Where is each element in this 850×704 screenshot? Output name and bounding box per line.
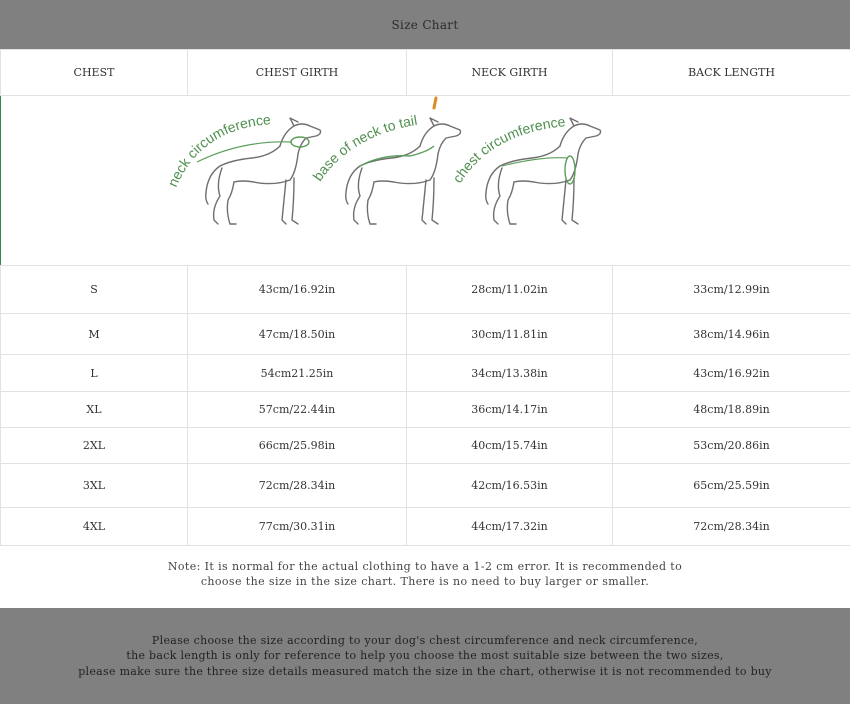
size-row-xl: [1, 392, 850, 428]
back-length-value: 38cm/14.96in: [613, 314, 850, 355]
chest-girth-value: 77cm/30.31in: [188, 508, 407, 546]
neck-girth-value: 30cm/11.81in: [407, 314, 613, 355]
header-back-length: BACK LENGTH: [613, 50, 850, 96]
dog-figure-chest: [449, 113, 600, 224]
header-chest-girth: CHEST GIRTH: [188, 50, 407, 96]
size-chart-title: Size Chart: [391, 17, 459, 32]
back-length-value: 72cm/28.34in: [613, 508, 850, 546]
neck-girth-value: 36cm/14.17in: [407, 392, 613, 428]
dog-measurement-illustration: [1, 96, 850, 262]
size-label: M: [1, 314, 188, 355]
chest-girth-value: 43cm/16.92in: [188, 266, 407, 314]
neck-girth-value: 44cm/17.32in: [407, 508, 613, 546]
footer-line-2: the back length is only for reference to help you choose the most suitable size between the two sizes,: [126, 649, 724, 663]
chest-girth-value: 47cm/18.50in: [188, 314, 407, 355]
size-row-2xl: [1, 428, 850, 464]
back-length-value: 53cm/20.86in: [613, 428, 850, 464]
size-row-l: [1, 355, 850, 392]
back-length-value: 43cm/16.92in: [613, 355, 850, 392]
neck-girth-value: 42cm/16.53in: [407, 464, 613, 508]
note-line-1: Note: It is normal for the actual clothing to have a 1-2 cm error. It is recommended to: [167, 560, 683, 573]
size-row-s: [1, 266, 850, 314]
back-length-value: 33cm/12.99in: [613, 266, 850, 314]
sizing-note: [0, 540, 850, 608]
chest-girth-value: 66cm/25.98in: [188, 428, 407, 464]
label-base-of-neck-to-tail: base of neck to tail: [309, 111, 419, 184]
size-row-3xl: [1, 464, 850, 508]
neck-girth-value: 34cm/13.38in: [407, 355, 613, 392]
sizing-guidance-footer: [0, 608, 850, 704]
orange-mark: [434, 98, 436, 108]
size-label: 2XL: [1, 428, 188, 464]
neck-girth-value: 28cm/11.02in: [407, 266, 613, 314]
illustration-row: [1, 96, 850, 266]
header-neck-girth: NECK GIRTH: [407, 50, 613, 96]
header-chest: CHEST: [1, 50, 188, 96]
label-neck-circumference: neck circumference: [164, 111, 272, 190]
note-line-2: choose the size in the size chart. There is no need to buy larger or smaller.: [200, 575, 650, 588]
size-label: 4XL: [1, 508, 188, 546]
size-chart-title-bar: [0, 0, 850, 49]
size-table: [0, 49, 850, 546]
header-row: [1, 50, 850, 96]
back-length-value: 65cm/25.59in: [613, 464, 850, 508]
size-label: XL: [1, 392, 188, 428]
size-row-m: [1, 314, 850, 355]
footer-line-3: please make sure the three size details measured match the size in the chart, otherwise it is not recommended to buy: [78, 664, 772, 678]
back-length-value: 48cm/18.89in: [613, 392, 850, 428]
footer-line-1: Please choose the size according to your dog's chest circumference and neck circumference,: [151, 633, 699, 647]
size-label: S: [1, 266, 188, 314]
neck-girth-value: 40cm/15.74in: [407, 428, 613, 464]
chest-girth-value: 54cm21.25in: [188, 355, 407, 392]
label-chest-circumference: chest circumference: [449, 113, 567, 186]
chest-girth-value: 72cm/28.34in: [188, 464, 407, 508]
dog-figure-back: [309, 112, 460, 224]
chest-girth-value: 57cm/22.44in: [188, 392, 407, 428]
size-label: 3XL: [1, 464, 188, 508]
illustration-cell: [1, 96, 850, 266]
size-label: L: [1, 355, 188, 392]
dog-figure-neck: [164, 111, 320, 224]
